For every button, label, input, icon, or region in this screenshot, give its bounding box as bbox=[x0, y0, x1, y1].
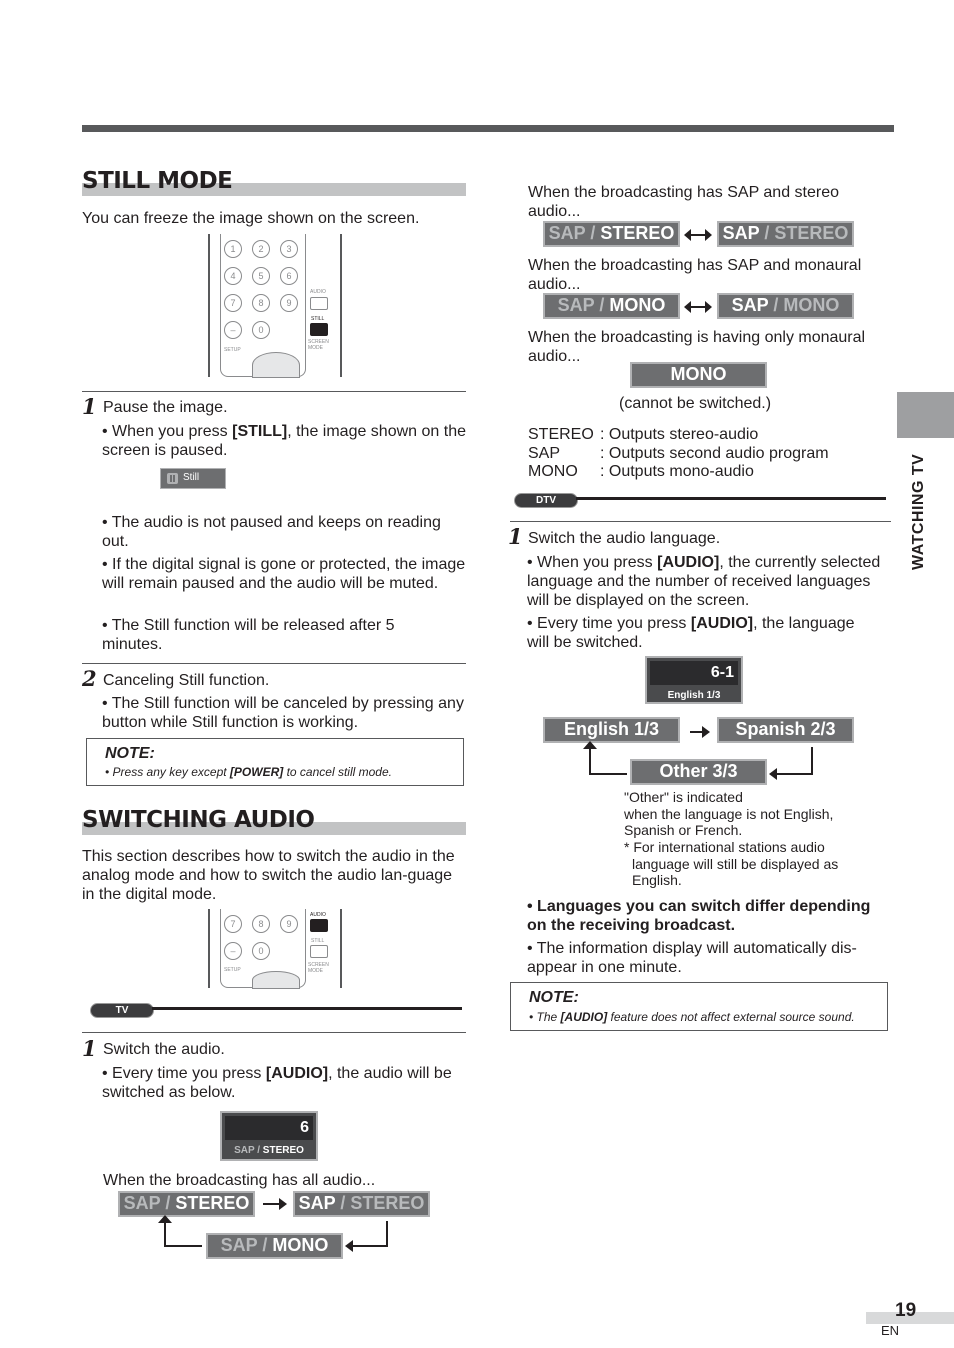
lang-other-box: Other 3/3 bbox=[630, 759, 767, 785]
top-rule bbox=[82, 125, 894, 132]
page-language: EN bbox=[881, 1323, 900, 1338]
remote-label-still: STILL bbox=[311, 316, 325, 322]
bullet-text: , the currently selected language and the number of received languages will be displayed on the screen. bbox=[527, 554, 881, 609]
dtv-step1-title: Switch the audio language. bbox=[528, 530, 721, 547]
remote-key-7: 7 bbox=[224, 294, 242, 312]
remote-label-audio: AUDIO bbox=[310, 289, 326, 295]
mono-only-caption: When the broadcasting is having only monaural audio... bbox=[528, 329, 866, 365]
cannot-switch-text: (cannot be switched.) bbox=[619, 395, 772, 412]
page-number: 19 bbox=[895, 1300, 917, 1321]
bullet-text: • Every time you press bbox=[527, 615, 691, 632]
stereo-text: STEREO bbox=[175, 1193, 250, 1213]
legend-def-sap: : Outputs second audio program bbox=[600, 445, 829, 462]
stereo-text: STEREO bbox=[600, 223, 675, 243]
key-audio: [AUDIO] bbox=[265, 1065, 329, 1082]
still-step1-title: Pause the image. bbox=[103, 399, 228, 416]
remote-key-9: 9 bbox=[280, 915, 298, 933]
remote-key-6: 6 bbox=[280, 267, 298, 285]
double-arrow-icon bbox=[684, 301, 712, 313]
info-display-bullet: • The information display will automatically dis-appear in one minute. bbox=[527, 940, 857, 976]
bullet-text: , the language will be switched. bbox=[527, 615, 855, 651]
dtv-step1-number: 1 bbox=[508, 524, 523, 549]
audio-note-box bbox=[510, 982, 888, 1031]
slash: / bbox=[335, 1193, 351, 1213]
remote-key-8: 8 bbox=[252, 915, 270, 933]
right-sap-mono-box-2 bbox=[717, 293, 854, 319]
still-note-title: NOTE: bbox=[105, 745, 155, 762]
mono-text: MONO bbox=[783, 295, 840, 315]
cycle-line bbox=[589, 773, 627, 775]
key-audio: [AUDIO] bbox=[690, 615, 754, 632]
osd-audio-mode bbox=[222, 1145, 316, 1156]
side-tab-block bbox=[897, 392, 954, 438]
still-step1-bullet2: • The audio is not paused and keeps on reading out. bbox=[102, 514, 441, 550]
legend-term-stereo: STEREO bbox=[528, 426, 594, 443]
dtv-mode-tag: DTV bbox=[514, 493, 578, 508]
lang-spanish-box: Spanish 2/3 bbox=[717, 717, 854, 743]
remote-illustration-audio bbox=[208, 909, 342, 988]
remote-key-dash: – bbox=[224, 321, 242, 339]
still-mode-title: STILL MODE bbox=[82, 168, 233, 194]
sap-text: SAP bbox=[298, 1193, 336, 1213]
still-step2-number: 2 bbox=[82, 666, 97, 691]
sap-text: SAP bbox=[220, 1235, 258, 1255]
remote-dpad bbox=[252, 971, 300, 989]
other-note-4: * For international stations audio bbox=[624, 839, 825, 855]
note-text: • Press any key except bbox=[105, 765, 230, 779]
remote-still-button bbox=[310, 945, 328, 958]
remote-key-2: 2 bbox=[252, 240, 270, 258]
osd-sap: SAP / bbox=[234, 1145, 263, 1156]
still-note-text bbox=[105, 765, 392, 779]
key-audio: [AUDIO] bbox=[560, 1010, 608, 1024]
other-note-1: "Other" is indicated bbox=[624, 789, 743, 805]
remote-label-setup: SETUP bbox=[224, 967, 241, 973]
sap-text: SAP bbox=[123, 1193, 161, 1213]
key-still: [STILL] bbox=[232, 423, 288, 440]
sap-text: SAP bbox=[548, 223, 586, 243]
tv-tag-rule bbox=[152, 1007, 462, 1010]
remote-label-screen-mode: SCREEN MODE bbox=[308, 339, 329, 351]
stereo-text: STEREO bbox=[774, 223, 849, 243]
right-sap-stereo-box-2 bbox=[717, 221, 854, 247]
sap-stereo-box-2 bbox=[293, 1191, 430, 1217]
slash: / bbox=[768, 295, 784, 315]
arrow-up-head bbox=[583, 741, 597, 749]
dtv-step1-bullet1 bbox=[527, 553, 891, 610]
slash: / bbox=[759, 223, 775, 243]
cycle-line bbox=[589, 747, 591, 775]
remote-label-still: STILL bbox=[311, 938, 325, 944]
arrow-left-head bbox=[769, 768, 777, 780]
slash: / bbox=[160, 1193, 176, 1213]
still-intro: You can freeze the image shown on the screen. bbox=[82, 210, 420, 227]
side-tab-label: WATCHING TV bbox=[910, 453, 927, 570]
all-audio-caption: When the broadcasting has all audio... bbox=[103, 1172, 376, 1189]
key-power: [POWER] bbox=[229, 765, 284, 779]
still-step1-rule bbox=[82, 391, 466, 392]
tv-mode-tag: TV bbox=[90, 1003, 154, 1018]
bullet-text: • When you press bbox=[527, 554, 658, 571]
arrow-up-head bbox=[158, 1215, 172, 1223]
sap-mono-caption: When the broadcasting has SAP and monaural audio... bbox=[528, 257, 862, 293]
remote-key-9: 9 bbox=[280, 294, 298, 312]
cycle-line bbox=[164, 1245, 202, 1247]
dtv-step1-bullet2 bbox=[527, 614, 877, 652]
mono-text: MONO bbox=[609, 295, 666, 315]
remote-label-setup: SETUP bbox=[224, 347, 241, 353]
dtv-tag-rule bbox=[576, 497, 886, 500]
still-step1-bullet1 bbox=[102, 422, 466, 460]
legend-def-mono: : Outputs mono-audio bbox=[600, 463, 754, 480]
legend-term-sap: SAP bbox=[528, 445, 561, 462]
bullet-text: , the audio will be switched as below. bbox=[102, 1065, 452, 1101]
other-note-3: Spanish or French. bbox=[624, 822, 743, 838]
legend-def-stereo: : Outputs stereo-audio bbox=[600, 426, 759, 443]
osd-analog-display bbox=[220, 1111, 318, 1161]
remote-label-screen-mode: SCREEN MODE bbox=[308, 962, 329, 974]
pause-icon bbox=[167, 473, 178, 484]
bullet-text: • Every time you press bbox=[102, 1065, 266, 1082]
audio-step1-number: 1 bbox=[82, 1036, 97, 1061]
slash: / bbox=[594, 295, 610, 315]
audio-note-text bbox=[529, 1010, 855, 1024]
dtv-step1-rule bbox=[510, 521, 891, 522]
remote-key-dash: – bbox=[224, 942, 242, 960]
still-step1-bullet4: • The Still function will be released after 5 minutes. bbox=[102, 617, 395, 653]
osd-stereo: STEREO bbox=[262, 1145, 304, 1156]
still-step2-title: Canceling Still function. bbox=[103, 672, 270, 689]
cycle-line bbox=[352, 1245, 388, 1247]
sap-text: SAP bbox=[722, 223, 760, 243]
remote-key-5: 5 bbox=[252, 267, 270, 285]
remote-key-7: 7 bbox=[224, 915, 242, 933]
still-step1-number: 1 bbox=[82, 394, 97, 419]
bullet-text: , the image shown on the screen is paused. bbox=[102, 423, 466, 459]
remote-key-1: 1 bbox=[224, 240, 242, 258]
remote-audio-button bbox=[310, 919, 328, 932]
still-step2-bullet1: • The Still function will be canceled by pressing any button while Still function is working. bbox=[102, 695, 464, 731]
osd-still-label: Still bbox=[183, 472, 200, 483]
remote-audio-button bbox=[310, 297, 328, 310]
bullet-text: • When you press bbox=[102, 423, 233, 440]
osd-digital-display bbox=[645, 656, 743, 704]
sap-stereo-box-1 bbox=[118, 1191, 255, 1217]
sap-mono-box bbox=[206, 1233, 343, 1259]
other-note-5: language will still be displayed as bbox=[632, 856, 839, 872]
osd-channel-number: 6 bbox=[225, 1116, 313, 1140]
remote-key-0: 0 bbox=[252, 942, 270, 960]
still-step2-rule bbox=[82, 663, 466, 664]
stereo-text: STEREO bbox=[350, 1193, 425, 1213]
osd-still-indicator bbox=[160, 468, 226, 489]
remote-key-0: 0 bbox=[252, 321, 270, 339]
osd-dtv-channel: 6-1 bbox=[650, 661, 738, 685]
osd-dtv-language: English 1/3 bbox=[667, 690, 721, 701]
right-sap-mono-box-1 bbox=[543, 293, 680, 319]
note-text: to cancel still mode. bbox=[283, 765, 392, 779]
arrow-right-head bbox=[279, 1198, 287, 1210]
slash: / bbox=[257, 1235, 273, 1255]
remote-key-4: 4 bbox=[224, 267, 242, 285]
cycle-line bbox=[386, 1221, 388, 1247]
audio-note-title: NOTE: bbox=[529, 989, 579, 1006]
audio-step1-bullet1 bbox=[102, 1064, 452, 1102]
remote-illustration-still bbox=[208, 234, 342, 377]
remote-label-audio: AUDIO bbox=[310, 912, 326, 918]
cycle-line bbox=[811, 747, 813, 775]
note-text: • The bbox=[529, 1010, 561, 1024]
audio-intro: This section describes how to switch the audio in the analog mode and how to switch the audio lan-guage in the digital mode. bbox=[82, 848, 455, 903]
audio-step1-rule bbox=[82, 1032, 466, 1033]
double-arrow-icon bbox=[684, 229, 712, 241]
remote-dpad bbox=[252, 352, 300, 378]
remote-still-button bbox=[310, 323, 328, 336]
sap-stereo-caption: When the broadcasting has SAP and stereo audio... bbox=[528, 184, 840, 220]
slash: / bbox=[585, 223, 601, 243]
languages-bold-bullet: • Languages you can switch differ depending on the receiving broadcast. bbox=[527, 898, 871, 934]
arrow-right-head bbox=[702, 726, 710, 738]
still-step1-bullet3: • If the digital signal is gone or protected, the image will remain paused and the audio will be muted. bbox=[102, 556, 466, 592]
legend-term-mono: MONO bbox=[528, 463, 578, 480]
right-sap-stereo-box-1 bbox=[543, 221, 680, 247]
cycle-line bbox=[776, 773, 813, 775]
still-note-box bbox=[86, 738, 464, 786]
other-note-6: English. bbox=[632, 872, 682, 888]
lang-english-box: English 1/3 bbox=[543, 717, 680, 743]
other-note-2: when the language is not English, bbox=[624, 806, 834, 822]
switching-audio-title: SWITCHING AUDIO bbox=[82, 807, 315, 833]
sap-text: SAP bbox=[557, 295, 595, 315]
audio-step1-title: Switch the audio. bbox=[103, 1041, 225, 1058]
arrow-left-head bbox=[345, 1240, 353, 1252]
remote-key-3: 3 bbox=[280, 240, 298, 258]
mono-box: MONO bbox=[630, 362, 767, 388]
note-text: feature does not affect external source sound. bbox=[607, 1010, 855, 1024]
mono-text: MONO bbox=[272, 1235, 329, 1255]
key-audio: [AUDIO] bbox=[657, 554, 720, 571]
cycle-line bbox=[164, 1221, 166, 1247]
sap-text: SAP bbox=[731, 295, 769, 315]
remote-key-8: 8 bbox=[252, 294, 270, 312]
